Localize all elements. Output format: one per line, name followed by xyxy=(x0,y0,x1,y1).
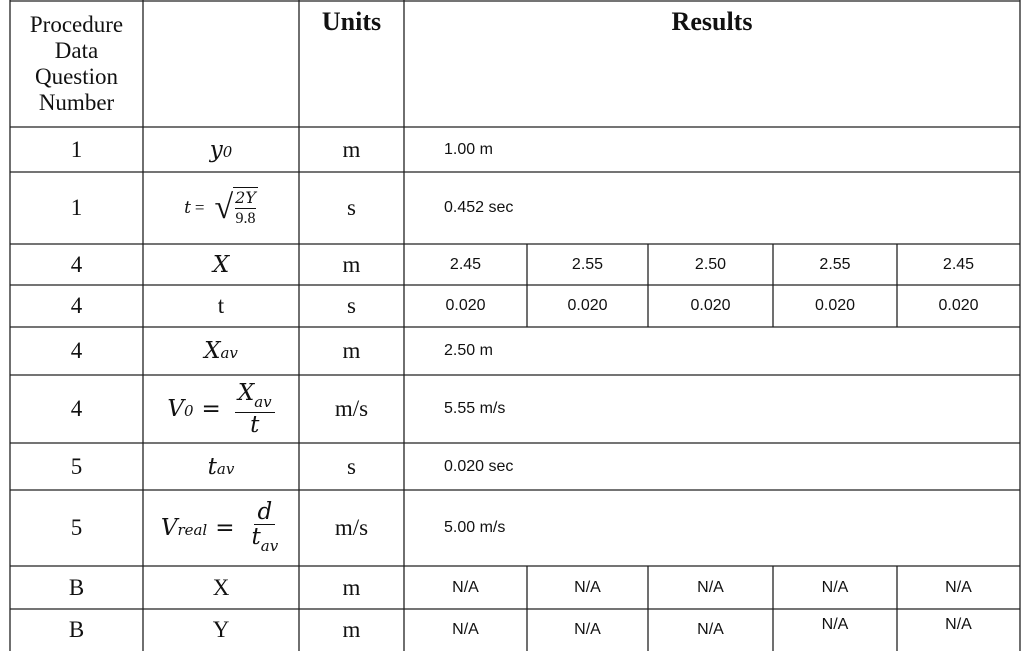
row-9-result-3: N/A xyxy=(697,578,724,596)
sqrt-icon: √ xyxy=(214,189,234,226)
row-4-number: 4 xyxy=(70,293,83,318)
row-9-number: B xyxy=(68,574,85,600)
row-6-number: 4 xyxy=(70,396,83,421)
row-6-result: 5.55 m/s xyxy=(444,400,506,417)
row-9-unit: m xyxy=(342,574,361,600)
row-9-result-4: N/A xyxy=(821,578,849,596)
row-9-result-2: N/A xyxy=(574,578,601,596)
row-9-result-5: N/A xyxy=(945,578,972,596)
row-10-number: B xyxy=(68,617,85,642)
row-5-result: 2.50 m xyxy=(444,342,493,359)
row-1-result: 1.00 m xyxy=(444,140,493,158)
variable-header xyxy=(143,1,299,127)
procedure-header-line-2: Data xyxy=(54,38,99,63)
row-5-unit: m xyxy=(342,338,361,363)
row-3-unit: m xyxy=(342,251,361,277)
row-7-result: 0.020 sec xyxy=(444,457,514,475)
row-8-number: 5 xyxy=(70,515,83,540)
row-2-result: 0.452 sec xyxy=(444,199,514,216)
row-8-variable: V $_{real}$ = $\frac{d}{t_{av}}$ xyxy=(160,498,279,556)
row-4-unit: s xyxy=(347,293,356,318)
row-7-number: 5 xyxy=(70,453,83,479)
row-2-unit: s xyxy=(347,195,356,220)
row-10-result-5: N/A xyxy=(945,616,972,633)
row-5-number: 4 xyxy=(70,338,83,363)
row-7-unit: s xyxy=(347,453,356,479)
units-header: Units xyxy=(321,7,382,36)
row-9-variable: X xyxy=(212,574,230,600)
row-10-variable: Y xyxy=(212,617,230,642)
row-1-unit: m xyxy=(342,136,361,162)
time-formula: t = √ $\frac{2Y}{9.8}$ xyxy=(184,188,256,227)
row-3-variable: X xyxy=(212,251,230,278)
row-7-variable: t $_{av}$ xyxy=(207,453,235,480)
row-3-number: 4 xyxy=(70,251,83,277)
results-header: Results xyxy=(671,7,753,36)
row-4-result-4: 0.020 xyxy=(814,297,856,314)
row-4-result-1: 0.020 xyxy=(445,297,486,314)
row-4-result-2: 0.020 xyxy=(567,297,608,314)
row-3-result-2: 2.55 xyxy=(571,255,604,273)
row-2-variable xyxy=(143,172,299,244)
row-10-unit: m xyxy=(342,617,361,642)
row-10-result-2: N/A xyxy=(574,621,601,638)
procedure-header-line-1: Procedure xyxy=(29,12,124,37)
row-10-result-4: N/A xyxy=(821,616,849,633)
procedure-header xyxy=(10,1,143,127)
row-10-result-1: N/A xyxy=(452,621,479,638)
row-1-variable: y $_0$ xyxy=(209,136,233,163)
row-9-result-1: N/A xyxy=(452,578,479,596)
row-3-result-1: 2.45 xyxy=(449,255,482,273)
row-10-result-3: N/A xyxy=(697,621,724,638)
row-4-variable: t xyxy=(217,293,225,318)
row-4-result-5: 0.020 xyxy=(938,297,979,314)
row-3-result-5: 2.45 xyxy=(942,255,975,273)
row-5-variable: X $_{av}$ xyxy=(204,338,238,364)
row-3-result-3: 2.50 xyxy=(694,255,727,273)
row-1-number: 1 xyxy=(70,136,83,162)
procedure-header-line-3: Question xyxy=(34,64,119,89)
row-2-number: 1 xyxy=(70,195,83,220)
procedure-header-line-4: Number xyxy=(38,90,115,115)
row-8-unit: m/s xyxy=(334,515,369,540)
row-6-unit: m/s xyxy=(334,396,369,421)
row-8-result: 5.00 m/s xyxy=(444,519,506,536)
row-3-result-4: 2.55 xyxy=(819,255,851,273)
row-6-variable: V $_0$ = $\frac{X_{av}}{t}$ xyxy=(143,375,299,443)
row-4-result-3: 0.020 xyxy=(690,297,731,314)
